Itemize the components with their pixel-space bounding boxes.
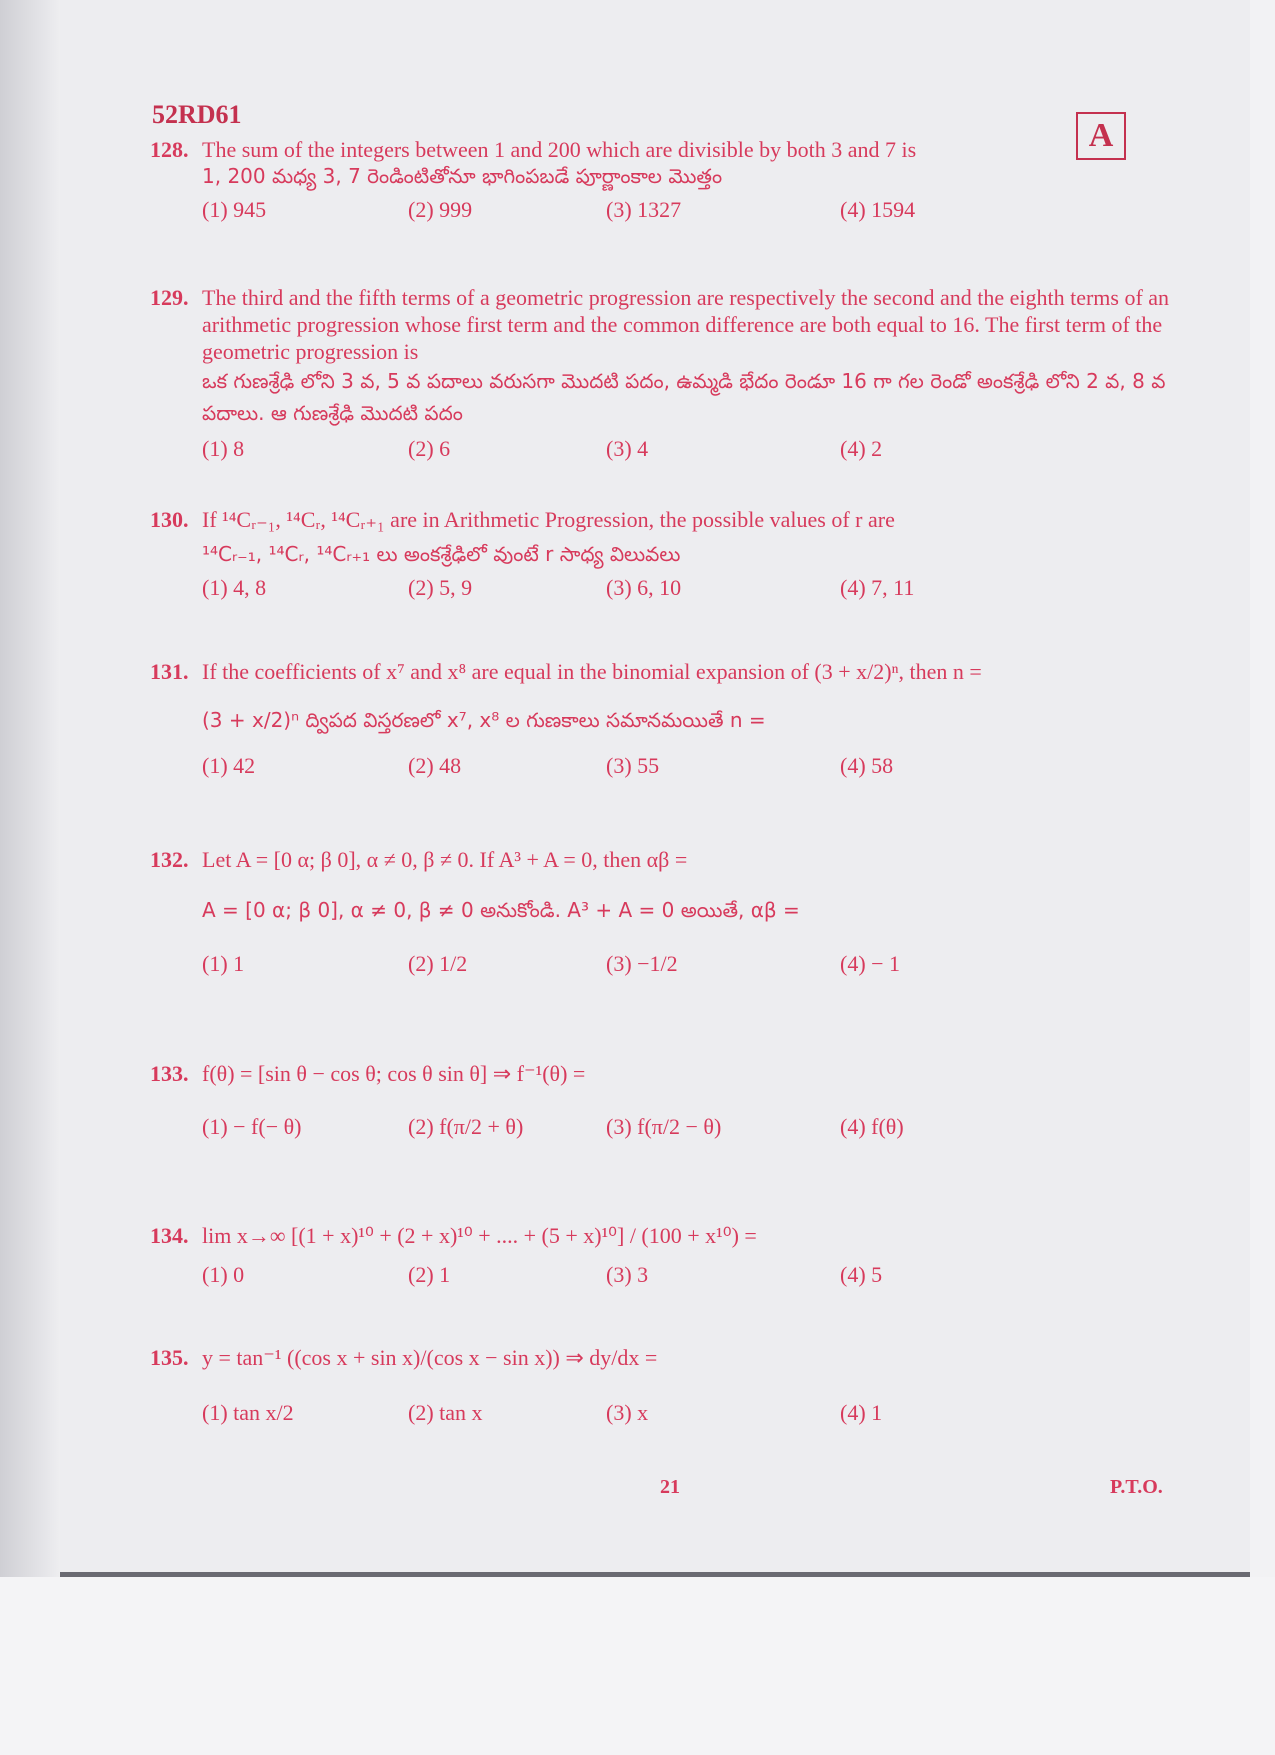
question-text-te: ¹⁴Cᵣ₋₁, ¹⁴Cᵣ, ¹⁴Cᵣ₊₁ లు అంకశ్రేఢిలో వుంటే r సాధ్య విలువలు bbox=[202, 542, 681, 566]
option-3[interactable]: (3) 6, 10 bbox=[606, 575, 682, 600]
option-1[interactable]: (1) 4, 8 bbox=[202, 575, 267, 600]
scan-left-shadow bbox=[0, 0, 64, 1600]
option-3[interactable]: (3) −1/2 bbox=[606, 951, 678, 976]
page-number: 21 bbox=[660, 1476, 680, 1498]
question-number: 129. bbox=[150, 285, 189, 310]
pto-label: P.T.O. bbox=[1110, 1476, 1163, 1498]
option-3[interactable]: (3) 1327 bbox=[606, 197, 682, 222]
question-133 bbox=[150, 1060, 1190, 1145]
option-2[interactable]: (2) 48 bbox=[408, 753, 462, 778]
option-4[interactable]: (4) f(θ) bbox=[840, 1114, 904, 1139]
options-row bbox=[150, 435, 1190, 467]
question-number: 135. bbox=[150, 1345, 189, 1370]
option-1[interactable]: (1) tan x/2 bbox=[202, 1400, 294, 1425]
question-text-te: ఒక గుణశ్రేఢి లోని 3 వ, 5 వ పదాలు వరుసగా మొదటి పదం, ఉమ్మడి భేదం రెండూ 16 గా గల రెండో అంకశ్రేఢి లోని 2 వ, 8 వ పదాలు. ఆ గుణశ్రేఢి మొదటి పదం bbox=[202, 369, 1166, 425]
option-4[interactable]: (4) 7, 11 bbox=[840, 575, 915, 600]
options-row bbox=[150, 950, 1190, 982]
option-4[interactable]: (4) − 1 bbox=[840, 951, 901, 976]
options-row bbox=[150, 1261, 1190, 1293]
question-text-te: 1, 200 మధ్య 3, 7 రెండింటితోనూ భాగింపబడే పూర్ణాంకాల మొత్తం bbox=[202, 164, 723, 188]
option-4[interactable]: (4) 58 bbox=[840, 753, 894, 778]
question-text-en: If the coefficients of x⁷ and x⁸ are equal in the binomial expansion of (3 + x/2)ⁿ, then n = bbox=[202, 659, 982, 684]
question-text-en: y = tan⁻¹ ((cos x + sin x)/(cos x − sin x)) ⇒ dy/dx = bbox=[202, 1345, 658, 1370]
question-text-en: lim x→∞ [(1 + x)¹⁰ + (2 + x)¹⁰ + .... + (5 + x)¹⁰] / (100 + x¹⁰) = bbox=[202, 1223, 757, 1248]
scan-background bbox=[0, 1577, 1275, 1755]
option-3[interactable]: (3) 4 bbox=[606, 436, 649, 461]
question-text-te: (3 + x/2)ⁿ ద్విపద విస్తరణలో x⁷, x⁸ ల గుణకాలు సమానమయితే n = bbox=[202, 708, 766, 732]
question-text-en: f(θ) = [sin θ − cos θ; cos θ sin θ] ⇒ f⁻¹(θ) = bbox=[202, 1061, 586, 1086]
question-text-en: The sum of the integers between 1 and 200 which are divisible by both 3 and 7 is bbox=[202, 137, 917, 162]
page-bottom-edge bbox=[60, 1572, 1250, 1577]
option-1[interactable]: (1) 945 bbox=[202, 197, 267, 222]
option-2[interactable]: (2) tan x bbox=[408, 1400, 483, 1425]
question-number: 128. bbox=[150, 137, 189, 162]
option-1[interactable]: (1) − f(− θ) bbox=[202, 1114, 302, 1139]
question-number: 131. bbox=[150, 659, 189, 684]
option-4[interactable]: (4) 1594 bbox=[840, 197, 916, 222]
question-131 bbox=[150, 658, 1190, 784]
option-2[interactable]: (2) f(π/2 + θ) bbox=[408, 1114, 524, 1139]
question-number: 130. bbox=[150, 507, 189, 532]
options-row bbox=[150, 196, 1190, 228]
option-4[interactable]: (4) 5 bbox=[840, 1262, 883, 1287]
option-2[interactable]: (2) 999 bbox=[408, 197, 473, 222]
exam-page bbox=[60, 0, 1250, 1572]
question-number: 132. bbox=[150, 847, 189, 872]
question-135 bbox=[150, 1344, 1190, 1431]
option-3[interactable]: (3) 3 bbox=[606, 1262, 649, 1287]
question-text-en: Let A = [0 α; β 0], α ≠ 0, β ≠ 0. If A³ + A = 0, then αβ = bbox=[202, 847, 688, 872]
options-row bbox=[150, 574, 1190, 606]
options-row bbox=[150, 1113, 1190, 1145]
booklet-series-box: A bbox=[1076, 112, 1126, 160]
question-130 bbox=[150, 506, 1190, 606]
option-1[interactable]: (1) 0 bbox=[202, 1262, 245, 1287]
question-134 bbox=[150, 1222, 1190, 1293]
question-number: 134. bbox=[150, 1223, 189, 1248]
option-3[interactable]: (3) 55 bbox=[606, 753, 660, 778]
option-4[interactable]: (4) 1 bbox=[840, 1400, 883, 1425]
option-1[interactable]: (1) 42 bbox=[202, 753, 256, 778]
question-text-en: The third and the fifth terms of a geometric progression are respectively the second and the eighth terms of an arithmetic progression whose first term and the common difference are both equal to 16. The first term of the geometric progression is bbox=[202, 285, 1170, 364]
options-row bbox=[150, 1399, 1190, 1431]
option-1[interactable]: (1) 8 bbox=[202, 436, 245, 461]
question-text-te: A = [0 α; β 0], α ≠ 0, β ≠ 0 అనుకోండి. A³ + A = 0 అయితే, αβ = bbox=[202, 898, 800, 922]
question-text-en: If ¹⁴Cᵣ₋₁, ¹⁴Cᵣ, ¹⁴Cᵣ₊₁ are in Arithmetic Progression, the possible values of r are bbox=[202, 507, 895, 532]
options-row bbox=[150, 752, 1190, 784]
option-1[interactable]: (1) 1 bbox=[202, 951, 245, 976]
paper-code: 52RD61 bbox=[152, 100, 242, 129]
question-129 bbox=[150, 284, 1190, 467]
question-132 bbox=[150, 846, 1190, 982]
question-128 bbox=[150, 136, 1190, 228]
option-2[interactable]: (2) 1/2 bbox=[408, 951, 468, 976]
option-4[interactable]: (4) 2 bbox=[840, 436, 883, 461]
option-3[interactable]: (3) f(π/2 − θ) bbox=[606, 1114, 722, 1139]
option-2[interactable]: (2) 6 bbox=[408, 436, 451, 461]
option-2[interactable]: (2) 5, 9 bbox=[408, 575, 473, 600]
option-2[interactable]: (2) 1 bbox=[408, 1262, 451, 1287]
option-3[interactable]: (3) x bbox=[606, 1400, 649, 1425]
question-number: 133. bbox=[150, 1061, 189, 1086]
